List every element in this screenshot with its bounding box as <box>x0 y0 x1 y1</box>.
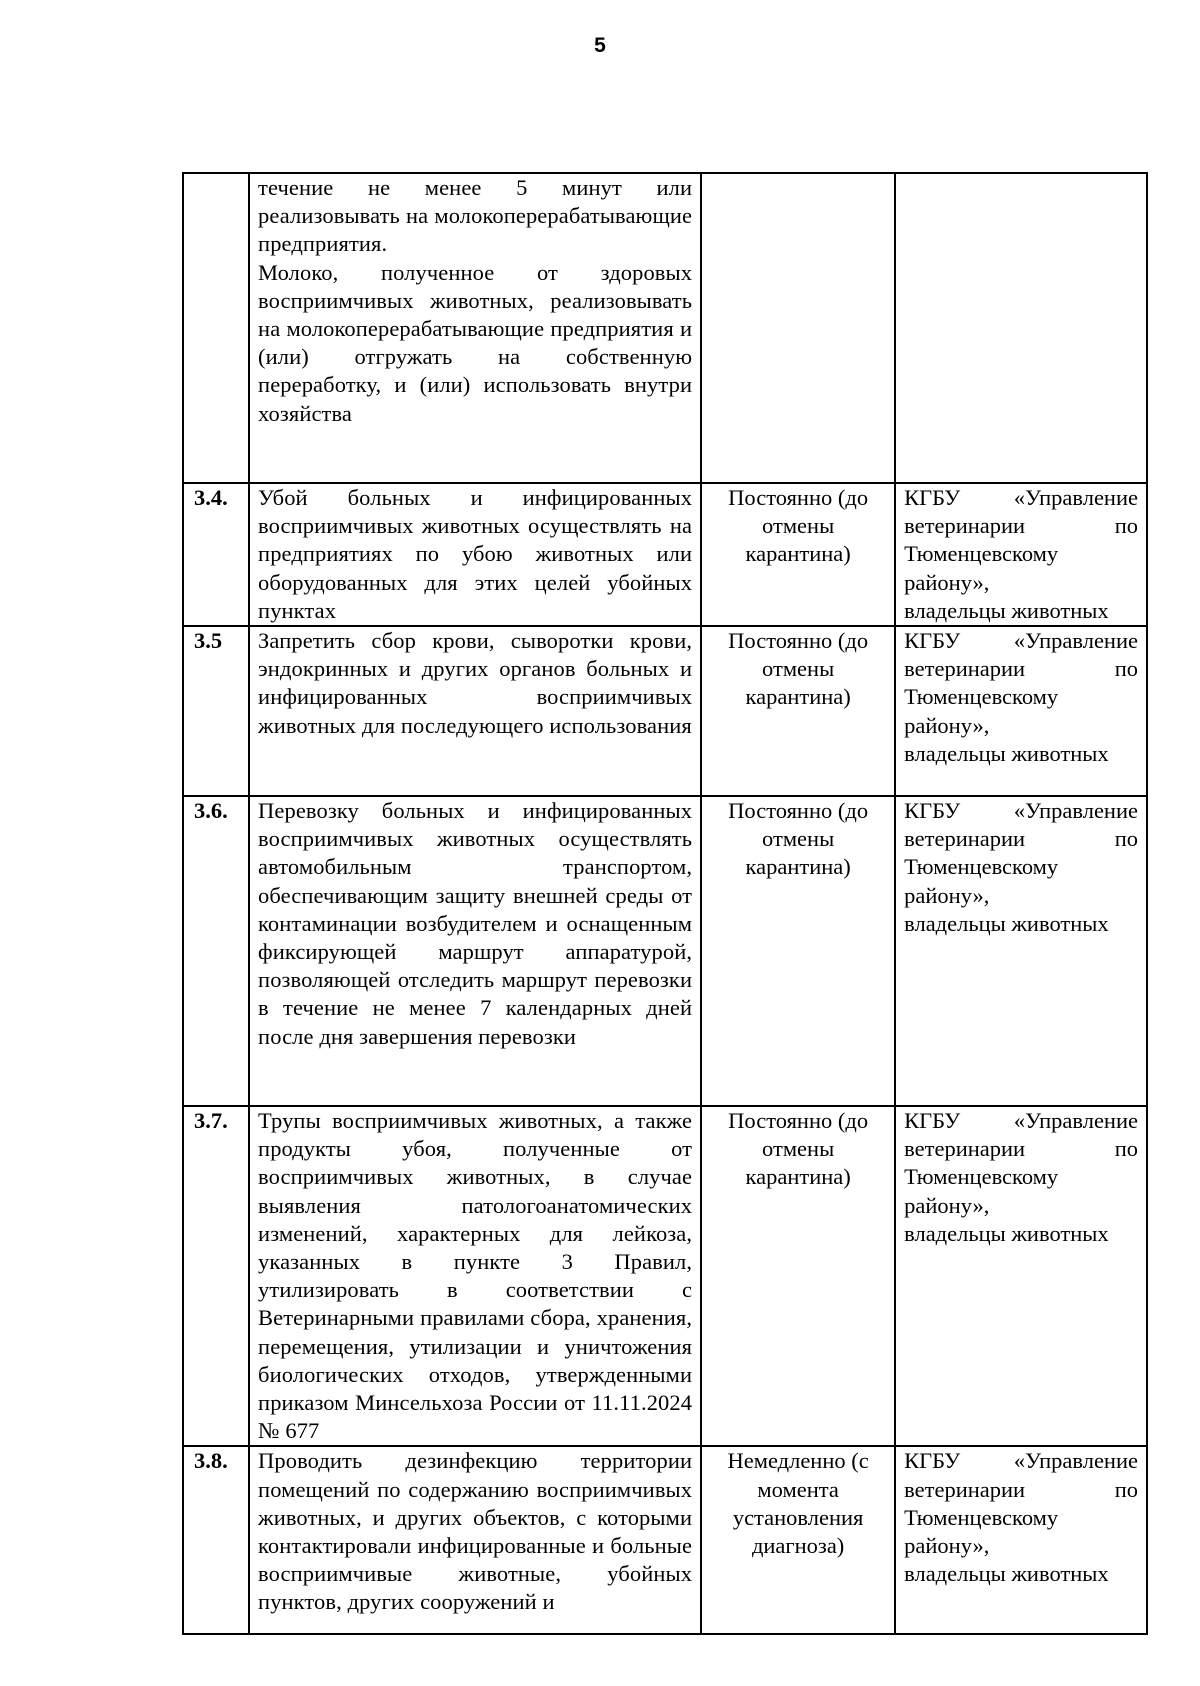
responsible-line: владельцы животных <box>904 1561 1109 1587</box>
responsible-line: Тюменцевскому району», <box>904 1164 1059 1218</box>
responsible-cell <box>895 626 1147 796</box>
table-row <box>183 796 1147 1106</box>
responsible-line: КГБУ «Управление <box>904 1448 1138 1474</box>
responsible-line: Тюменцевскому району», <box>904 684 1059 738</box>
responsible-line: владельцы животных <box>904 740 1109 766</box>
responsible-cell <box>895 483 1147 626</box>
responsible-line: КГБУ «Управление <box>904 1108 1138 1134</box>
responsible-cell <box>895 1446 1147 1634</box>
responsible-line: владельцы животных <box>904 1220 1109 1246</box>
responsible-line: владельцы животных <box>904 910 1109 936</box>
row-number: 3.7. <box>183 1106 249 1446</box>
responsible-cell <box>895 173 1147 483</box>
responsible-cell <box>895 1106 1147 1446</box>
measure-cell: Запретить сбор крови, сыворотки крови, эндокринных и других органов больных и инфицированных восприимчивых животных для последующего использования <box>249 626 701 796</box>
responsible-line: ветеринарии по <box>904 1136 1138 1162</box>
page-number: 5 <box>594 34 606 57</box>
responsible-line: ветеринарии по <box>904 826 1138 852</box>
table-row <box>183 626 1147 796</box>
term-cell <box>701 173 895 483</box>
row-number: 3.8. <box>183 1446 249 1634</box>
table-row <box>183 173 1147 483</box>
term-cell: Постоянно (до отмены карантина) <box>701 626 895 796</box>
row-number: 3.4. <box>183 483 249 626</box>
responsible-line: Тюменцевскому району», <box>904 541 1059 595</box>
table-row <box>183 1106 1147 1446</box>
row-number: 3.5 <box>183 626 249 796</box>
measure-cell: Трупы восприимчивых животных, а также продукты убоя, полученные от восприимчивых животных, в случае выявления патологоанатомических изменений, характерных для лейкоза, указанных в пункте 3 Правил, утилизировать в соответствии с Ветеринарными правилами сбора, хранения, перемещения, утилизации и уничтожения биологических отходов, утвержденными приказом Минсельхоза России от 11.11.2024 № 677 <box>249 1106 701 1446</box>
responsible-line: ветеринарии по <box>904 656 1138 682</box>
measure-cell: Убой больных и инфицированных восприимчивых животных осуществлять на предприятиях по убою животных или оборудованных для этих целей убойных пунктах <box>249 483 701 626</box>
responsible-line: КГБУ «Управление <box>904 628 1138 654</box>
responsible-line: КГБУ «Управление <box>904 485 1138 510</box>
table-row <box>183 483 1147 626</box>
responsible-line: Тюменцевскому району», <box>904 1504 1059 1559</box>
responsible-line: КГБУ «Управление <box>904 798 1138 824</box>
term-cell: Постоянно (до отмены карантина) <box>701 796 895 1106</box>
measure-cell: Проводить дезинфекцию территории помещений по содержанию восприимчивых животных, и других объектов, с которыми контактировали инфицированные и больные восприимчивые животные, убойных пунктов, других сооружений и <box>249 1446 701 1634</box>
responsible-line: ветеринарии по <box>904 1476 1138 1502</box>
row-number: 3.6. <box>183 796 249 1106</box>
row-number <box>183 173 249 483</box>
responsible-line: владельцы животных <box>904 597 1109 623</box>
responsible-line: ветеринарии по <box>904 513 1138 539</box>
table-row <box>183 1446 1147 1634</box>
responsible-line: Тюменцевскому району», <box>904 854 1059 908</box>
measure-cell: Перевозку больных и инфицированных восприимчивых животных осуществлять автомобильным транспортом, обеспечивающим защиту внешней среды от контаминации возбудителем и оснащенным фиксирующей маршрут аппаратурой, позволяющей отследить маршрут перевозки в течение не менее 7 календарных дней после дня завершения перевозки <box>249 796 701 1106</box>
term-cell: Немедленно (с момента установления диагноза) <box>701 1446 895 1634</box>
measure-paragraph: течение не менее 5 минут или реализовывать на молокоперерабатывающие предприятия. <box>258 175 693 257</box>
term-cell: Постоянно (до отмены карантина) <box>701 1106 895 1446</box>
term-cell: Постоянно (до отмены карантина) <box>701 483 895 626</box>
measures-table <box>182 172 1148 1635</box>
responsible-cell <box>895 796 1147 1106</box>
measure-cell <box>249 173 701 483</box>
measure-paragraph: Молоко, полученное от здоровых восприимчивых животных, реализовывать на молокоперерабатывающие предприятия и (или) отгружать на собственную переработку, и (или) использовать внутри хозяйства <box>258 259 693 426</box>
